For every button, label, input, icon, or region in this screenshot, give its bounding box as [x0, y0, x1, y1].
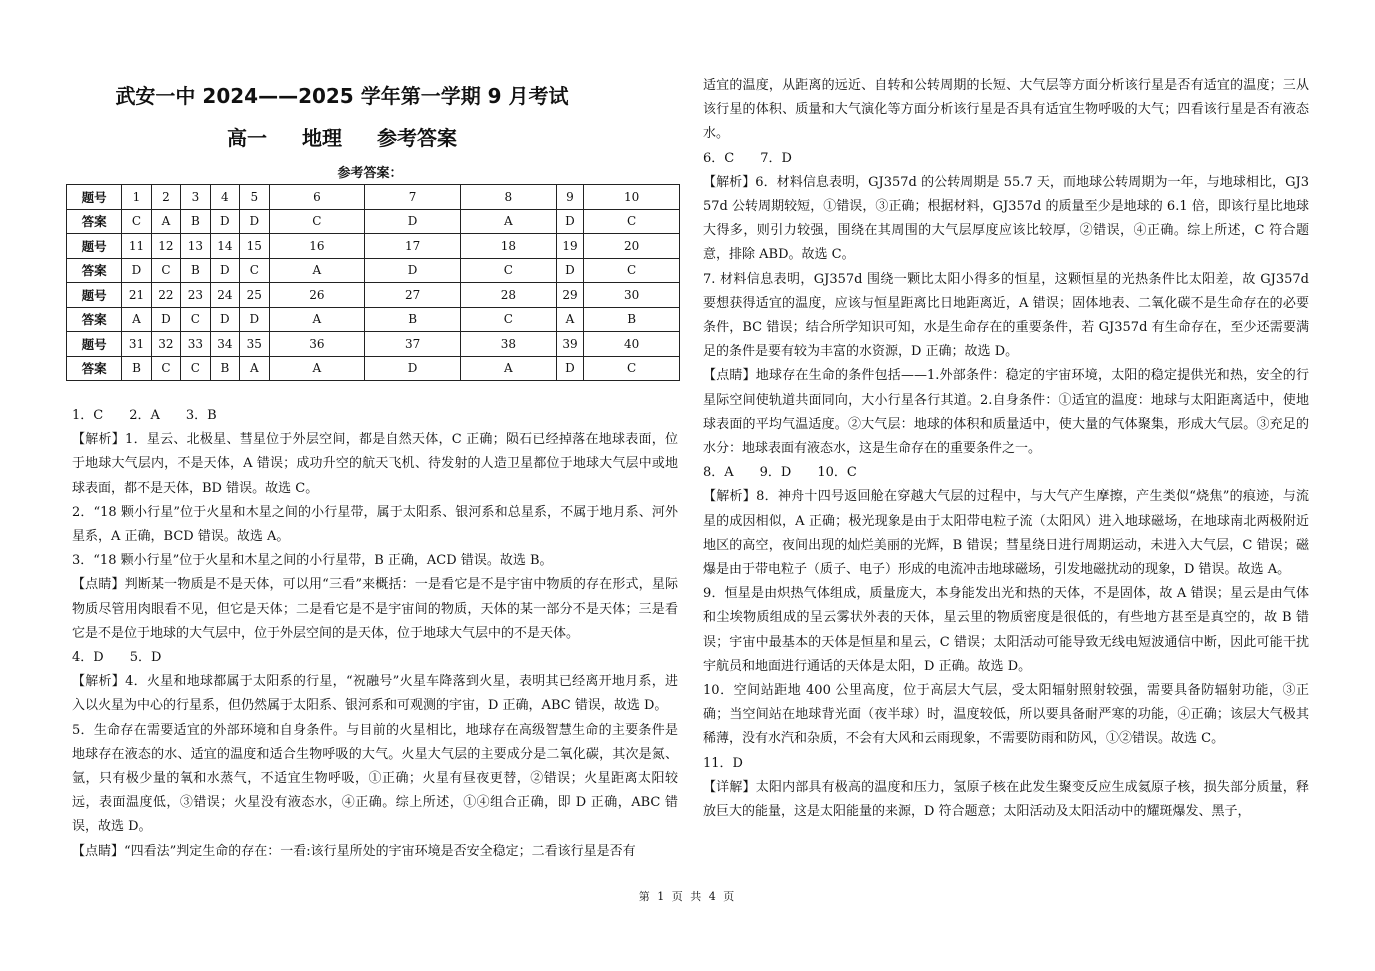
question-number-cell: 35 [240, 332, 269, 357]
question-number-cell: 29 [556, 283, 584, 308]
question-number-cell: 34 [210, 332, 239, 357]
exam-title: 武安一中 2024——2025 学年第一学期 9 月考试 [115, 84, 569, 108]
answer-paragraph: 【详解】太阳内部具有极高的温度和压力，氢原子核在此发生聚变反应生成氦原子核，损失部分质量，释放巨大的能量，这是太阳能量的来源，D 符合题意；太阳活动及太阳活动中的耀斑爆发、黑子， [703, 779, 1309, 820]
answer-cell: C [240, 258, 269, 283]
answer-cell: D [151, 307, 180, 332]
answer-cell: B [584, 307, 680, 332]
question-number-cell: 37 [365, 332, 461, 357]
answer-paragraph: 【解析】1．星云、北极星、彗星位于外层空间，都是自然天体，C 正确；陨石已经掉落在地球表面，位于地球大气层内，不是天体，A 错误；成功升空的航天飞机、待发射的人造卫星都位于地球大气层中或地球表面，都不是天体，BD 错误。故选 C。 [72, 432, 678, 496]
answer-paragraph: 5．生命存在需要适宜的外部环境和自身条件。与目前的火星相比，地球存在高级智慧生命的主要条件是地球存在液态的水、适宜的温度和适合生物呼吸的大气。火星大气层的主要成分是二氧化碳，其次是氮、氩，只有极少量的氧和水蒸气，不适宜生物呼吸，①正确；火星有昼夜更替，②错误；火星距离太阳较远，表面温度低，③错误；火星没有液态水，④正确。综上所述，①④组合正确，即 D 正确，ABC 错误，故选 D。 [72, 722, 678, 835]
question-number-row [67, 283, 680, 308]
answer-cell: A [122, 307, 151, 332]
answer-cell: D [210, 258, 239, 283]
question-number-row [67, 185, 680, 210]
answer-paragraph: 3．“18 颗小行星”位于火星和木星之间的小行星带，B 正确，ACD 错误。故选 B。 [72, 553, 553, 569]
answer-cell: D [556, 209, 584, 234]
answer-cell: D [365, 209, 461, 234]
answer-cell: C [584, 356, 680, 381]
question-number-cell: 30 [584, 283, 680, 308]
question-number-cell: 31 [122, 332, 151, 357]
answer-paragraph: 9．恒星是由炽热气体组成，质量庞大，本身能发出光和热的天体，不是固体，故 A 错误；星云是由气体和尘埃物质组成的呈云雾状外表的天体，星云里的物质密度是很低的，有些地方甚至是真空的，故 B 错误；宇宙中最基本的天体是恒星和星云，C 错误；太阳活动可能导致无线电短波通信中断，因此可能干扰宇航员和地面进行通话的天体是太阳，D 正确。故选 D。 [703, 586, 1309, 674]
answer-cell: C [460, 307, 556, 332]
grade-label: 高一 [227, 126, 268, 150]
answer-paragraph: 【解析】4．火星和地球都属于太阳系的行星，“祝融号”火星车降落到火星，表明其已经离开地月系，进入以火星为中心的行星系，但仍然属于太阳系、银河系和可观测的宇宙，D 正确，ABC 错误，故选 D。 [72, 674, 678, 714]
answer-paragraph: 8．A 9．D 10．C [703, 465, 857, 481]
question-number-cell: 40 [584, 332, 680, 357]
question-number-cell: 12 [151, 234, 180, 259]
answer-paragraph: 11．D [703, 755, 743, 771]
question-number-cell: 3 [181, 185, 210, 210]
subject-label: 地理 [302, 126, 342, 150]
question-number-cell: 7 [365, 185, 461, 210]
answer-paragraph: 【解析】8．神舟十四号返回舱在穿越大气层的过程中，与大气产生摩擦，产生类似“烧焦”的痕迹，与流星的成因相似，A 正确；极光现象是由于太阳带电粒子流（太阳风）进入地球磁场，在地球南北两极附近地区的高空，夜间出现的灿烂美丽的光辉，B 错误；彗星绕日进行周期运动，未进入大气层，C 错误；磁爆是由于带电粒子（质子、电子）形成的电流冲击地球磁场，引发地磁扰动的现象，D 错误。故选 A。 [703, 489, 1309, 578]
answer-row [67, 209, 680, 234]
answer-paragraph: 【点睛】判断某一物质是不是天体，可以用“三看”来概括：一是看它是不是宇宙中物质的存在形式，星际物质尽管用肉眼看不见，但它是天体；二是看它是不是宇宙间的物质，天体的某一部分不是天体；三是看它是不是位于地球的大气层中，位于外层空间的是天体，位于地球大气层中的不是天体。 [72, 577, 678, 641]
answer-cell: C [151, 356, 180, 381]
question-number-cell: 5 [240, 185, 269, 210]
question-number-cell: 22 [151, 283, 180, 308]
answer-cell: C [181, 356, 210, 381]
answer-cell: C [269, 209, 365, 234]
question-number-cell: 8 [460, 185, 556, 210]
answer-cell: A [240, 356, 269, 381]
row-label-question: 题号 [67, 332, 122, 357]
answer-cell: A [556, 307, 584, 332]
question-number-cell: 1 [122, 185, 151, 210]
answer-row [67, 356, 680, 381]
question-number-cell: 28 [460, 283, 556, 308]
question-number-cell: 25 [240, 283, 269, 308]
row-label-answer: 答案 [67, 258, 122, 283]
answer-cell: D [556, 258, 584, 283]
question-number-cell: 26 [269, 283, 365, 308]
answer-cell: C [151, 258, 180, 283]
question-number-cell: 19 [556, 234, 584, 259]
page-footer: 第 1 页 共 4 页 [638, 890, 737, 903]
question-number-cell: 9 [556, 185, 584, 210]
question-number-cell: 33 [181, 332, 210, 357]
exam-subtitle [66, 122, 618, 151]
answer-cell: B [122, 356, 151, 381]
answer-cell: A [269, 307, 365, 332]
answers-caption: 参考答案： [337, 166, 403, 181]
row-label-question: 题号 [67, 283, 122, 308]
answer-cell: A [460, 209, 556, 234]
question-number-cell: 14 [210, 234, 239, 259]
question-number-cell: 36 [269, 332, 365, 357]
question-number-cell: 6 [269, 185, 365, 210]
answer-cell: D [210, 209, 239, 234]
question-number-cell: 10 [584, 185, 680, 210]
answer-cell: A [460, 356, 556, 381]
answer-cell: A [151, 209, 180, 234]
answer-cell: D [210, 307, 239, 332]
answer-cell: B [210, 356, 239, 381]
answer-cell: B [181, 209, 210, 234]
question-number-cell: 2 [151, 185, 180, 210]
answer-cell: D [240, 209, 269, 234]
answer-cell: B [181, 258, 210, 283]
answer-cell: C [460, 258, 556, 283]
question-number-cell: 23 [181, 283, 210, 308]
left-column-text [72, 404, 678, 864]
question-number-cell: 24 [210, 283, 239, 308]
question-number-cell: 20 [584, 234, 680, 259]
question-number-cell: 17 [365, 234, 461, 259]
row-label-question: 题号 [67, 185, 122, 210]
answer-paragraph: 7. 材料信息表明，GJ357d 围绕一颗比太阳小得多的恒星，这颗恒星的光热条件比太阳差，故 GJ357d 要想获得适宜的温度，应该与恒星距离比日地距离近，A 错误；固体地表、二氧化碳不是生命存在的必要条件，BC 错误；结合所学知识可知，水是生命存在的重要条件，若 GJ357d 有生命存在，至少还需要满足的条件是要有较为丰富的水资源，D 正确；故选 D。 [703, 271, 1309, 360]
answer-paragraph: 【点睛】地球存在生命的条件包括——1.外部条件：稳定的宇宙环境，太阳的稳定提供光和热，安全的行星际空间使轨道共面同向，大小行星各行其道。2.自身条件：①适宜的温度：地球与太阳距离适中，使地球表面的平均气温适度。②大气层：地球的体积和质量适中，使大量的气体聚集，形成大气层。③充足的水分：地球表面有液态水，这是生命存在的重要条件之一。 [703, 368, 1309, 457]
row-label-answer: 答案 [67, 356, 122, 381]
question-number-cell: 27 [365, 283, 461, 308]
answer-cell: D [365, 356, 461, 381]
answer-cell: C [584, 209, 680, 234]
answer-paragraph: 【解析】6．材料信息表明，GJ357d 的公转周期是 55.7 天，而地球公转周期为一年，与地球相比，GJ357d 公转周期较短，①错误，③正确；根据材料，GJ357d 的质量至少是地球的 6.1 倍，即该行星比地球大得多，则引力较强，围绕在其周围的大气层厚度应该比较厚，②错误，④正确。综上所述，C 符合题意，排除 ABD。故选 C。 [703, 174, 1309, 263]
answer-cell: D [122, 258, 151, 283]
right-column-text [703, 74, 1309, 824]
answer-paragraph: 【点睛】“四看法”判定生命的存在：一看:该行星所处的宇宙环境是否安全稳定；二看该行星是否有 [72, 843, 636, 859]
answer-paragraph: 6．C 7．D [703, 150, 792, 166]
answer-paragraph: 1．C 2．A 3．B [72, 408, 217, 423]
answer-cell: D [240, 307, 269, 332]
question-number-cell: 38 [460, 332, 556, 357]
answer-cell: D [556, 356, 584, 381]
row-label-answer: 答案 [67, 209, 122, 234]
answer-paragraph: 适宜的温度，从距离的远近、自转和公转周期的长短、大气层等方面分析该行星是否有适宜的温度；三从该行星的体积、质量和大气演化等方面分析该行星是否具有适宜生物呼吸的大气；四看该行星是否有液态水。 [703, 78, 1309, 142]
answer-paragraph: 10．空间站距地 400 公里高度，位于高层大气层，受太阳辐射照射较强，需要具备防辐射功能，③正确；当空间站在地球背光面（夜半球）时，温度较低，所以要具备耐严寒的功能，④正确；该层大气极其稀薄，没有水汽和杂质，不会有大风和云雨现象，不需要防雨和防风，①②错误。故选 C。 [703, 683, 1309, 747]
row-label-question: 题号 [67, 234, 122, 259]
answer-cell: D [365, 258, 461, 283]
row-label-answer: 答案 [67, 307, 122, 332]
answer-cell: C [181, 307, 210, 332]
question-number-cell: 4 [210, 185, 239, 210]
question-number-row [67, 234, 680, 259]
question-number-cell: 11 [122, 234, 151, 259]
answer-table [66, 184, 680, 381]
question-number-row [67, 332, 680, 357]
answer-cell: A [269, 356, 365, 381]
answer-cell: C [584, 258, 680, 283]
doc-type-label: 参考答案 [376, 126, 457, 150]
question-number-cell: 39 [556, 332, 584, 357]
answer-paragraph: 2．“18 颗小行星”位于火星和木星之间的小行星带，属于太阳系、银河系和总星系，不属于地月系、河外星系，A 正确，BCD 错误。故选 A。 [72, 504, 678, 545]
answer-cell: A [269, 258, 365, 283]
answer-cell: B [365, 307, 461, 332]
question-number-cell: 21 [122, 283, 151, 308]
question-number-cell: 32 [151, 332, 180, 357]
answer-paragraph: 4．D 5．D [72, 650, 162, 666]
answer-cell: C [122, 209, 151, 234]
answer-row [67, 258, 680, 283]
question-number-cell: 13 [181, 234, 210, 259]
answer-row [67, 307, 680, 332]
question-number-cell: 18 [460, 234, 556, 259]
question-number-cell: 15 [240, 234, 269, 259]
question-number-cell: 16 [269, 234, 365, 259]
